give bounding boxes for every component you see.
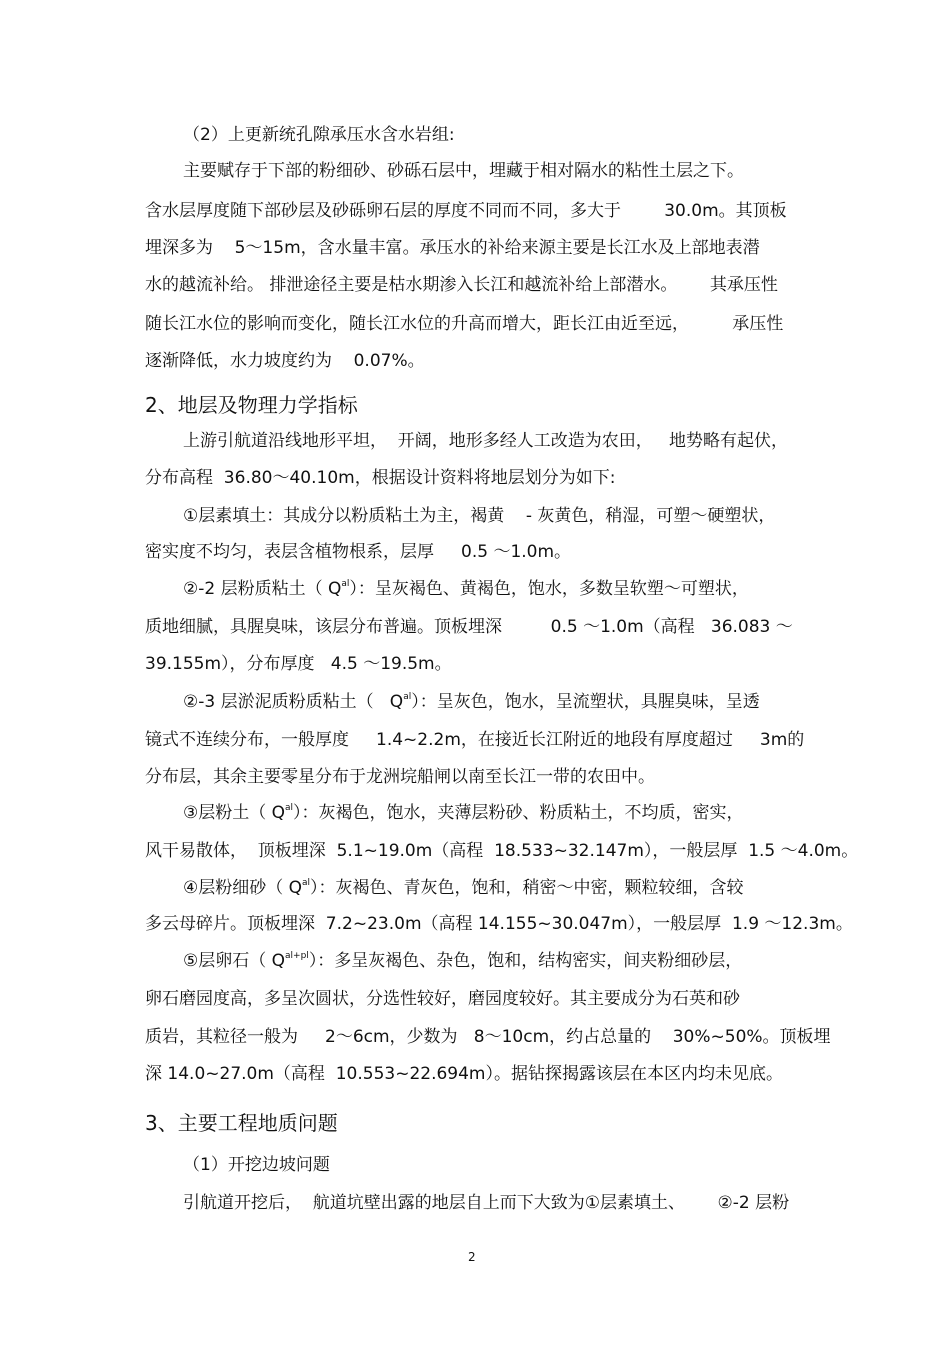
text-line: 埋深多为 5～15m，含水量丰富。承压水的补给来源主要是长江水及上部地表潜	[145, 238, 760, 258]
text-line: 质岩，其粒径一般为 2～6cm，少数为 8～10cm，约占总量的 30%~50%。顶板埋	[145, 1027, 831, 1047]
text-line: 主要赋存于下部的粉细砂、砂砾石层中，埋藏于相对隔水的粘性土层之下。	[183, 161, 744, 181]
text-line: 水的越流补给。 排泄途径主要是枯水期渗入长江和越流补给上部潜水。 其承压性	[145, 275, 778, 295]
section-heading-engineering-issues: 3、主要工程地质问题	[145, 1111, 338, 1135]
subheading-slope-excavation: （1）开挖边坡问题	[183, 1155, 330, 1175]
text-line: ④层粉细砂（ $Q^{al}$）：灰褐色、青灰色，饱和，稍密～中密，颗粒较细，含较	[183, 878, 744, 898]
text-line: 含水层厚度随下部砂层及砂砾卵石层的厚度不同而不同，多大于 30.0m。其顶板	[145, 201, 787, 221]
text-line: 风干易散体， 顶板埋深 5.1~19.0m（高程 18.533~32.147m），一般层厚 1.5 ～4.0m。	[145, 841, 859, 861]
text-line: 分布高程 36.80～40.10m，根据设计资料将地层划分为如下:	[145, 468, 616, 488]
text-line: 逐渐降低，水力坡度约为 0.07%。	[145, 351, 425, 371]
text-line: ②-3 层淤泥质粉质粘土（ $Q^{al}$）：呈灰色，饱水，呈流塑状，具腥臭味，呈透	[183, 692, 760, 712]
text-line: 39.155m），分布厚度 4.5 ～19.5m。	[145, 654, 452, 674]
subheading-confined-aquifer: （2）上更新统孔隙承压水含水岩组:	[183, 125, 455, 145]
text-line: 多云母碎片。顶板埋深 7.2~23.0m（高程 14.155~30.047m），一般层厚 1.9 ～12.3m。	[145, 914, 853, 934]
text-line: ①层素填土：其成分以粉质粘土为主，褐黄 - 灰黄色，稍湿，可塑～硬塑状，	[183, 506, 776, 526]
text-line: 随长江水位的影响而变化，随长江水位的升高而增大，距长江由近至远， 承压性	[145, 314, 784, 334]
section-heading-strata: 2、地层及物理力学指标	[145, 393, 358, 417]
text-line: 卵石磨园度高，多呈次圆状，分选性较好，磨园度较好。其主要成分为石英和砂	[145, 989, 740, 1009]
text-line: ③层粉土（ $Q^{al}$）：灰褐色，饱水，夹薄层粉砂、粉质粘土，不均质，密实，	[183, 803, 744, 823]
text-line: 镜式不连续分布，一般厚度 1.4~2.2m，在接近长江附近的地段有厚度超过 3m的	[145, 730, 805, 750]
text-line: 质地细腻，具腥臭味，该层分布普遍。顶板埋深 0.5 ～1.0m（高程 36.083 ～	[145, 617, 793, 637]
text-line: 分布层，其余主要零星分布于龙洲垸船闸以南至长江一带的农田中。	[145, 767, 655, 787]
text-line: ②-2 层粉质粘土（ $Q^{al}$）：呈灰褐色、黄褐色，饱水，多数呈软塑～可塑状，	[183, 579, 749, 599]
text-line: 上游引航道沿线地形平坦， 开阔，地形多经人工改造为农田， 地势略有起伏，	[183, 431, 789, 451]
text-line: 深 14.0~27.0m（高程 10.553~22.694m）。据钻探揭露该层在本区内均未见底。	[145, 1064, 783, 1084]
text-line: 密实度不均匀，表层含植物根系，层厚 0.5 ～1.0m。	[145, 542, 572, 562]
page-number: 2	[468, 1250, 476, 1264]
text-line: 引航道开挖后， 航道坑壁出露的地层自上而下大致为①层素填土、 ②-2 层粉	[183, 1193, 790, 1213]
text-line: ⑤层卵石（ $Q^{al+pl}$）：多呈灰褐色、杂色，饱和，结构密实，间夹粉细砂层，	[183, 951, 743, 971]
